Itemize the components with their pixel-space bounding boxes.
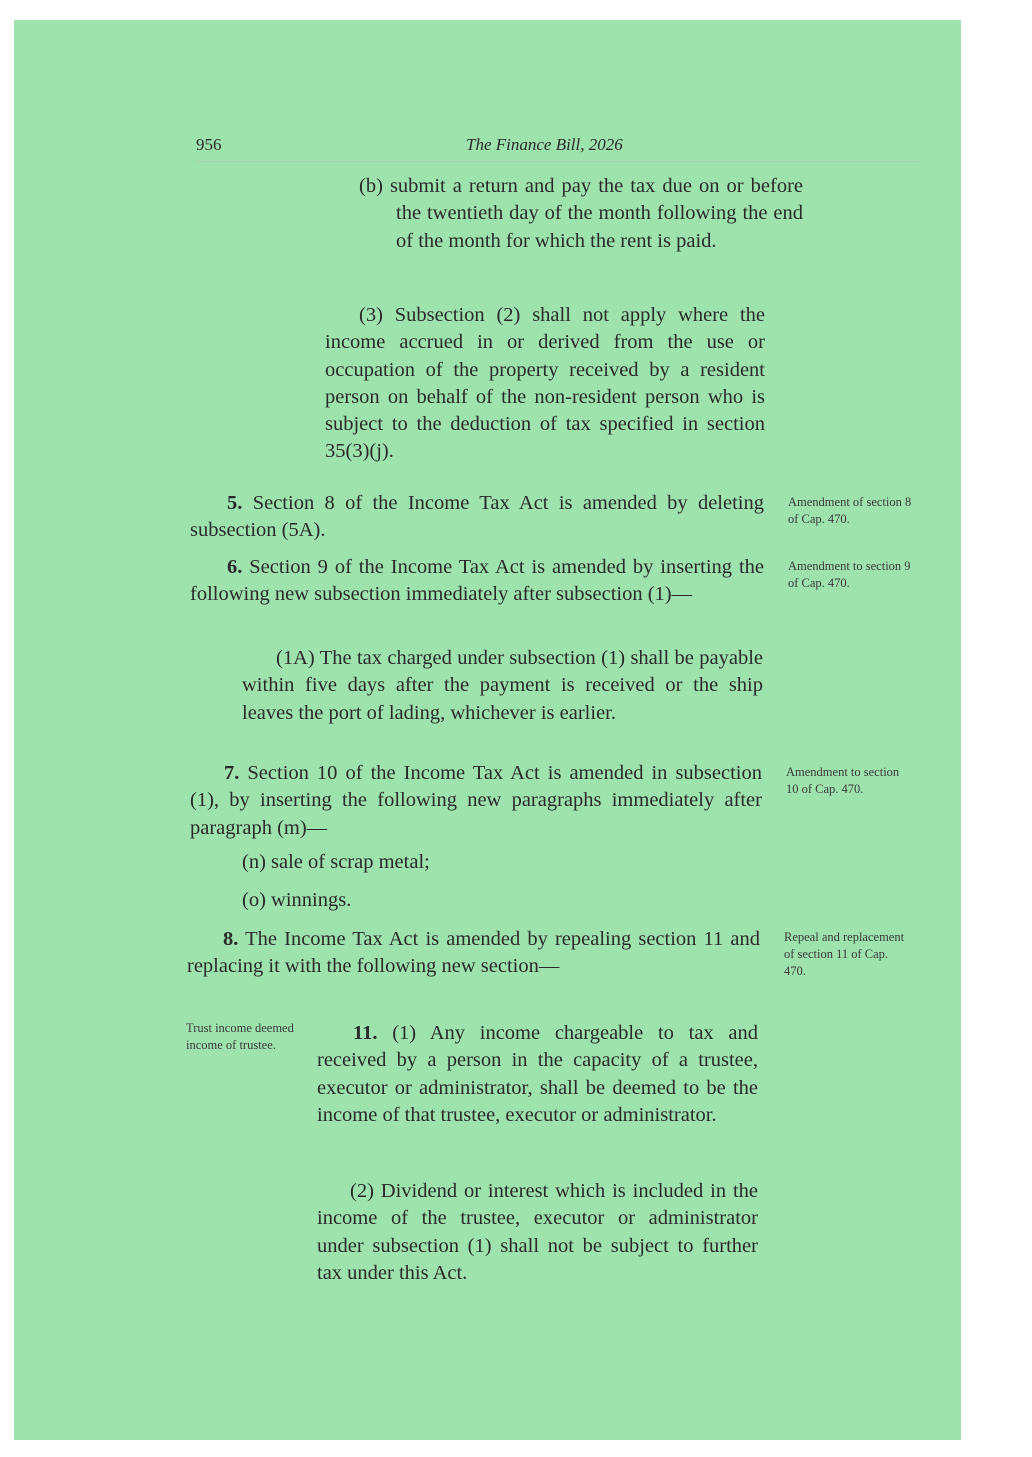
subsection-3: (3) Subsection (2) shall not apply where the income accrued in or derived from the use or occupation of the property received by a resident person on behalf of the non-resident person who is subject to the deduction of tax specified in section 35(3)(j). xyxy=(325,304,765,463)
clause-5 xyxy=(190,490,764,545)
page-number: 956 xyxy=(196,135,222,154)
clause-5-text: Section 8 of the Income Tax Act is amended by deleting subsection (5A). xyxy=(190,492,764,542)
margin-note-section-11: Trust income deemed income of trustee. xyxy=(186,1021,294,1052)
clause-6 xyxy=(190,554,764,609)
margin-note-clause-5: Amendment of section 8 of Cap. 470. xyxy=(788,495,912,526)
margin-note-clause-7: Amendment to section 10 of Cap. 470. xyxy=(786,765,900,796)
section-11-number: 11. xyxy=(353,1022,378,1044)
clause-8-text: The Income Tax Act is amended by repealing section 11 and replacing it with the following new section— xyxy=(187,928,760,978)
paragraph-o: (o) winnings. xyxy=(242,889,352,911)
clause-8 xyxy=(187,926,760,981)
clause-7-text: Section 10 of the Income Tax Act is amended in subsection (1), by inserting the following new paragraphs immediately after paragraph (m)— xyxy=(190,762,762,839)
clause-6-text: Section 9 of the Income Tax Act is amended by inserting the following new subsection immediately after subsection (1)— xyxy=(190,556,764,606)
clause-7 xyxy=(190,760,762,842)
paragraph-b: (b) submit a return and pay the tax due on or before the twentieth day of the month following the end of the month for which the rent is paid. xyxy=(359,175,803,252)
paragraph-n: (n) sale of scrap metal; xyxy=(242,851,430,873)
clause-8-number: 8. xyxy=(223,928,239,950)
clause-7-number: 7. xyxy=(224,762,240,784)
section-11-subsection-1-text: (1) Any income chargeable to tax and received by a person in the capacity of a trustee, executor or administrator, shall be deemed to be the income of that trustee, executor or administrator. xyxy=(317,1022,759,1126)
margin-note-clause-6: Amendment to section 9 of Cap. 470. xyxy=(788,559,911,590)
subsection-1a: (1A) The tax charged under subsection (1) shall be payable within five days after the payment is received or the ship leaves the port of lading, whichever is earlier. xyxy=(242,647,763,724)
page-header-title: The Finance Bill, 2026 xyxy=(466,135,623,154)
clause-6-number: 6. xyxy=(227,556,243,578)
section-11-subsection-2: (2) Dividend or interest which is included in the income of the trustee, executor or administrator under subsection (1) shall not be subject to further tax under this Act. xyxy=(317,1180,758,1284)
clause-5-number: 5. xyxy=(227,492,243,514)
header-rule xyxy=(196,161,921,162)
margin-note-clause-8: Repeal and replacement of section 11 of Cap. 470. xyxy=(784,930,905,978)
section-11-subsection-1 xyxy=(317,1020,758,1129)
